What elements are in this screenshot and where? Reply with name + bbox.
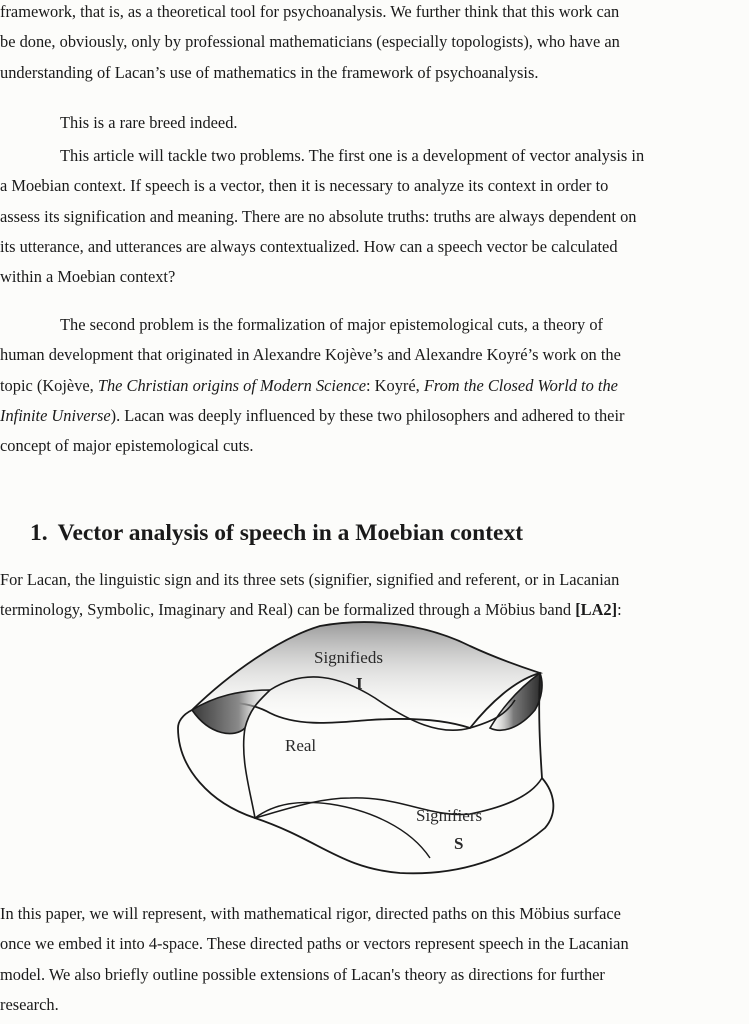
paragraph-epistemological-cuts [0,310,749,461]
text-line: model. We also briefly outline possible extensions of Lacan's theory as directions for further [0,964,605,984]
text-segment: topic (Kojève, [0,375,98,395]
text-line: its utterance, and utterances are always contextualized. How can a speech vector be calculated [0,236,618,256]
text-segment: : Koyré, [366,375,424,395]
text-line: This is a rare breed indeed. [60,113,238,132]
label-signifieds: Signifieds [314,648,383,667]
text-line: assess its signification and meaning. There are no absolute truths: truths are always dependent on [0,206,637,226]
label-signifiers: Signifiers [416,806,483,825]
text-segment: ). Lacan was deeply influenced by these two philosophers and adhered to their [110,405,625,425]
book-title-christian-origins: The Christian origins of Modern Science [97,375,367,395]
text-line: framework, that is, as a theoretical tool for psychoanalysis. We further think that this work can [0,2,620,21]
label-symbolic-s: S [454,834,464,853]
mobius-band-figure [170,618,560,878]
text-line: human development that originated in Alexandre Kojève’s and Alexandre Koyré’s work on the [0,345,621,365]
text-segment: terminology, Symbolic, Imaginary and Real) can be formalized through a Möbius band [0,600,576,620]
text-line: within a Moebian context? [0,267,176,287]
text-line: The second problem is the formalization of major epistemological cuts, a theory of [60,315,604,334]
band-left-twist [192,690,270,734]
text-line [0,371,749,401]
text-line: once we embed it into 4-space. These directed paths or vectors represent speech in the Lacanian [0,934,629,954]
paragraph-two-problems [0,141,749,292]
section-title: Vector analysis of speech in a Moebian context [57,520,524,546]
book-title-closed-world: From the Closed World to the [423,375,618,395]
text-line: research. [0,994,59,1014]
label-imaginary-i: I [356,674,363,693]
text-line: This article will tackle two problems. The first one is a development of vector analysis in [60,146,645,165]
text-line: In this paper, we will represent, with mathematical rigor, directed paths on this Möbius surface [0,904,621,923]
book-title-infinite-universe: Infinite Universe [0,405,111,425]
text-line: be done, obviously, only by professional mathematicians (especially topologists), who have an [0,32,620,52]
paragraph-linguistic-sign [0,565,749,626]
text-segment: : [617,600,622,620]
text-line [0,401,749,431]
paragraph-intro-continuation [0,0,749,88]
citation-la2: [LA2] [575,600,618,620]
band-left-edge [178,710,192,728]
section-heading [30,513,523,553]
paragraph-directed-paths [0,899,749,1020]
paragraph-rare-breed [0,108,749,138]
section-number: 1. [30,520,48,546]
label-real: Real [285,736,317,755]
text-line: For Lacan, the linguistic sign and its three sets (signifier, signified and referent, or in Lacanian [0,570,620,589]
text-line: concept of major epistemological cuts. [0,436,254,456]
text-line: understanding of Lacan’s use of mathematics in the framework of psychoanalysis. [0,62,539,82]
text-line: a Moebian context. If speech is a vector, then it is necessary to analyze its context in order to [0,176,609,196]
